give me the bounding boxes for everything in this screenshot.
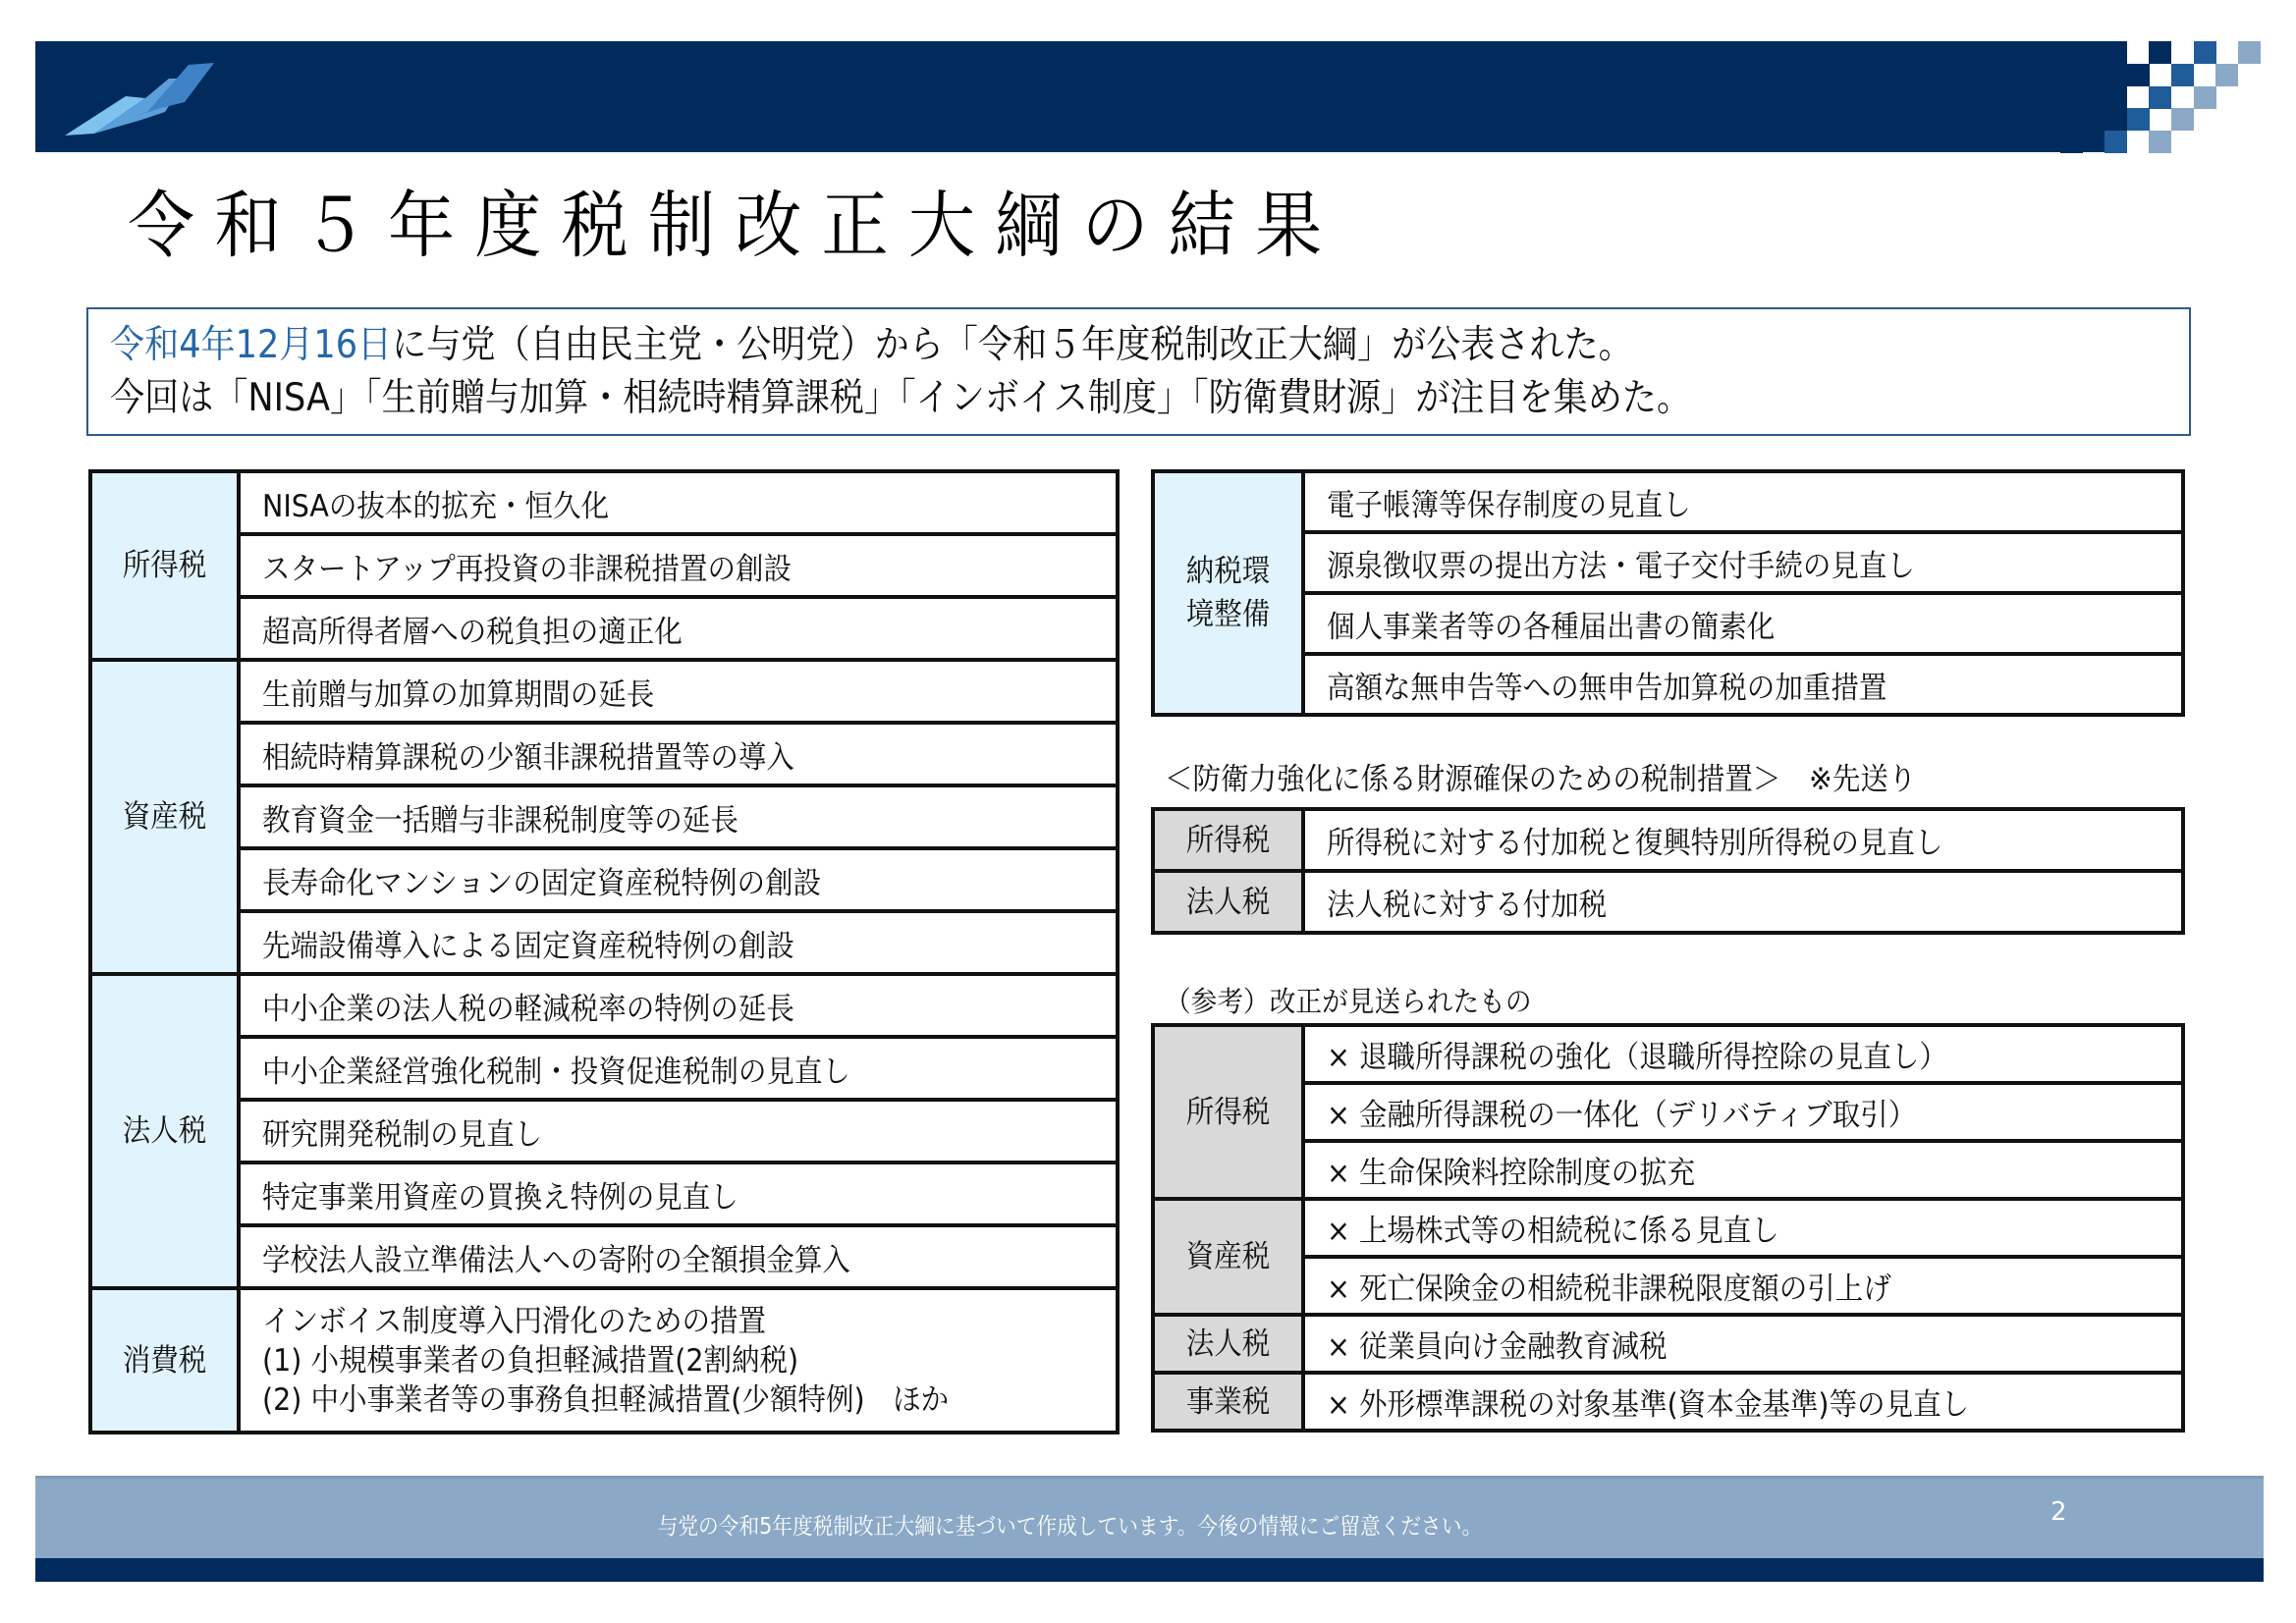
table-row [1153, 1083, 2183, 1141]
reference-table [1151, 1023, 2185, 1433]
table-row [90, 471, 1118, 534]
intro-date: 令和4年12月16日 [110, 323, 393, 367]
table-cell: × 退職所得課税の強化（退職所得控除の見直し） [1303, 1025, 2183, 1083]
table-row [1153, 1025, 2183, 1083]
table-cell: × 死亡保険金の相続税非課税限度額の引上げ [1303, 1257, 2183, 1315]
footer-note: 与党の令和5年度税制改正大綱に基づいて作成しています。今後の情報にご留意ください。 [657, 1514, 1482, 1540]
table-cell: × 上場株式等の相続税に係る見直し [1303, 1199, 2183, 1257]
table-row [90, 848, 1118, 911]
table-cell: 所得税に対する付加税と復興特別所得税の見直し [1303, 809, 2183, 871]
table-cell: 相続時精算課税の少額非課税措置等の導入 [239, 723, 1118, 785]
table-row [90, 1163, 1118, 1225]
table-row [90, 911, 1118, 974]
table-cell: 高額な無申告等への無申告加算税の加重措置 [1303, 654, 2183, 715]
table-row [90, 1037, 1118, 1100]
table-row [1153, 1141, 2183, 1199]
table-row [90, 1225, 1118, 1288]
footer-bar [35, 1558, 2264, 1582]
table-row [1153, 1257, 2183, 1315]
table-row [90, 1288, 1118, 1433]
intro-line-1 [110, 319, 1981, 372]
intro-line-2: 今回は「NISA」「生前贈与加算・相続時精算課税」「インボイス制度」「防衛費財源」が注目を集めた。 [110, 376, 1692, 420]
table-row [90, 534, 1118, 597]
table-cell: スタートアップ再投資の非課税措置の創設 [239, 534, 1118, 597]
table-cell: 生前贈与加算の加算期間の延長 [239, 660, 1118, 723]
table-row [1153, 593, 2183, 654]
table-cell: 源泉徴収票の提出方法・電子交付手続の見直し [1303, 532, 2183, 593]
table-row [1153, 532, 2183, 593]
table-row [1153, 871, 2183, 933]
category-cell: 法人税 [1153, 1315, 1303, 1373]
reform-table-left [88, 469, 1120, 1434]
table-row [90, 1100, 1118, 1163]
table-cell: 電子帳簿等保存制度の見直し [1303, 471, 2183, 532]
header-bar [35, 41, 2127, 152]
table-row [1153, 809, 2183, 871]
category-cell: 事業税 [1153, 1373, 1303, 1431]
table-row [90, 723, 1118, 785]
category-cell: 資産税 [1153, 1199, 1303, 1315]
table-cell: 学校法人設立準備法人への寄附の全額損金算入 [239, 1225, 1118, 1288]
reference-heading: （参考）改正が見送られたもの [1165, 985, 1532, 1018]
table-cell: インボイス制度導入円滑化のための措置 (1) 小規模事業者の負担軽減措置(2割納税) (2) 中小事業者等の事務負担軽減措置(少額特例) ほか [239, 1288, 1118, 1433]
category-cell: 所得税 [90, 471, 239, 660]
intro-box [86, 307, 2191, 436]
defense-table [1151, 807, 2185, 935]
table-cell: 特定事業用資産の買換え特例の見直し [239, 1163, 1118, 1225]
table-row [90, 974, 1118, 1037]
table-cell: 中小企業の法人税の軽減税率の特例の延長 [239, 974, 1118, 1037]
defense-heading: ＜防衛力強化に係る財源確保のための税制措置＞ ※先送り [1165, 762, 1917, 797]
table-cell: 長寿命化マンションの固定資産税特例の創設 [239, 848, 1118, 911]
table-row [90, 785, 1118, 848]
table-cell: 個人事業者等の各種届出書の簡素化 [1303, 593, 2183, 654]
wave-logo-icon [59, 61, 226, 139]
reform-table-right [1151, 469, 2185, 717]
table-cell: NISAの抜本的拡充・恒久化 [239, 471, 1118, 534]
table-row [1153, 1315, 2183, 1373]
table-cell: × 従業員向け金融教育減税 [1303, 1315, 2183, 1373]
table-cell: 法人税に対する付加税 [1303, 871, 2183, 933]
category-cell: 消費税 [90, 1288, 239, 1433]
table-cell: × 生命保険料控除制度の拡充 [1303, 1141, 2183, 1199]
table-row [90, 597, 1118, 660]
intro-line-1-text: に与党（自由民主党・公明党）から「令和５年度税制改正大綱」が公表された。 [392, 323, 1633, 367]
category-cell: 法人税 [90, 974, 239, 1288]
table-row [1153, 1373, 2183, 1431]
category-cell: 法人税 [1153, 871, 1303, 933]
table-row [90, 660, 1118, 723]
table-cell: 超高所得者層への税負担の適正化 [239, 597, 1118, 660]
category-cell: 所得税 [1153, 1025, 1303, 1199]
table-cell: 研究開発税制の見直し [239, 1100, 1118, 1163]
category-cell: 納税環 境整備 [1153, 471, 1303, 715]
table-row [1153, 471, 2183, 532]
table-cell: × 金融所得課税の一体化（デリバティブ取引） [1303, 1083, 2183, 1141]
category-cell: 所得税 [1153, 809, 1303, 871]
table-cell: × 外形標準課税の対象基準(資本金基準)等の見直し [1303, 1373, 2183, 1431]
table-row [1153, 654, 2183, 715]
table-cell: 中小企業経営強化税制・投資促進税制の見直し [239, 1037, 1118, 1100]
page-number: 2 [2050, 1497, 2067, 1527]
page-title: 令和５年度税制改正大綱の結果 [128, 184, 1342, 268]
category-cell: 資産税 [90, 660, 239, 974]
table-row [1153, 1199, 2183, 1257]
table-cell: 教育資金一括贈与非課税制度等の延長 [239, 785, 1118, 848]
table-cell: 先端設備導入による固定資産税特例の創設 [239, 911, 1118, 974]
